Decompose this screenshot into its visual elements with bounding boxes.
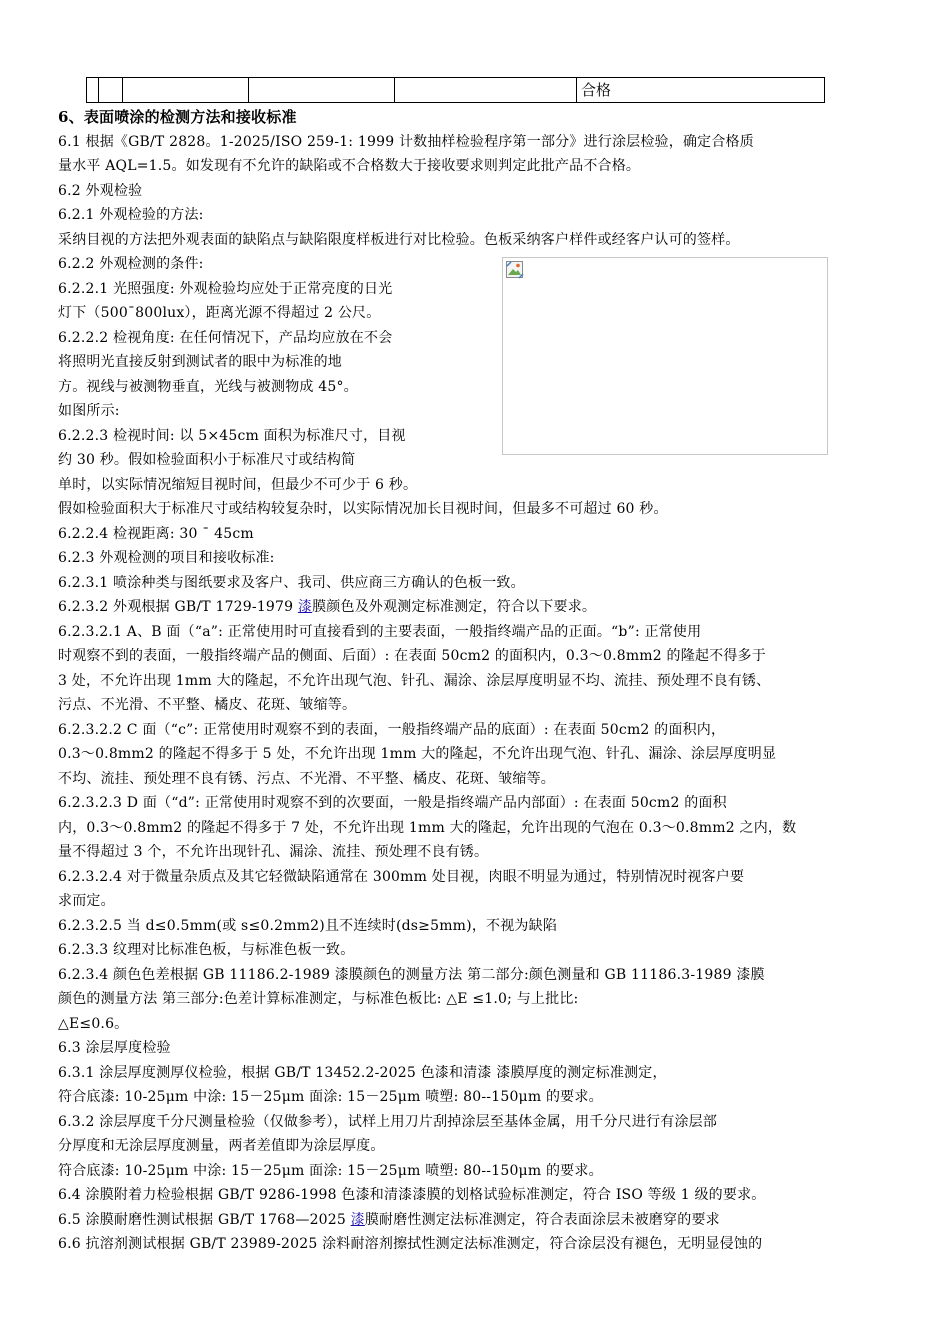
paragraph-line: 6.2.3.2.1 A、B 面（“a”: 正常使用时可直接看到的主要表面，一般指终端产品的正面。“b”: 正常使用 [58, 623, 702, 640]
broken-image-icon [505, 260, 525, 280]
paragraph-line: 6.2.3.1 喷涂种类与图纸要求及客户、我司、供应商三方确认的色板一致。 [58, 574, 525, 591]
figure-placeholder [502, 257, 828, 455]
paragraph-line: 符合底漆: 10-25μm 中涂: 15－25μm 面涂: 15－25μm 喷塑: 80--150μm 的要求。 [58, 1089, 603, 1105]
paragraph-line: 量水平 AQL=1.5。如发现有不允许的缺陷或不合格数大于接收要求则判定此批产品不合格。 [58, 158, 641, 174]
paragraph-line [58, 595, 898, 620]
paragraph-line: 求而定。 [58, 893, 115, 909]
paragraph-line: 6.2.2.4 检视距离: 30 ¯ 45cm [58, 525, 254, 542]
line-text: 膜耐磨性测定法标准测定，符合表面涂层未被磨穿的要求 [364, 1211, 720, 1228]
paragraph-line: 6.2.3.2.3 D 面（“d”: 正常使用时观察不到的次要面，一般是指终端产品内部面）: 在表面 50cm2 的面积 [58, 795, 727, 811]
paragraph-line: 将照明光直接反射到测试者的眼中为标准的地 [58, 354, 342, 370]
paragraph-line: 6.2.1 外观检验的方法: [58, 207, 204, 223]
table-cell-result: 合格 [577, 78, 825, 103]
table-cell [87, 78, 99, 103]
paragraph-line: 6.2.3.2.2 C 面（“c”: 正常使用时观察不到的表面，一般指终端产品的底面）: 在表面 50cm2 的面积内， [58, 721, 726, 738]
hyperlink[interactable]: 漆 [297, 599, 313, 615]
line-text: 膜颜色及外观测定标准测定，符合以下要求。 [312, 599, 597, 615]
paragraph-line: 分厚度和无涂层厚度测量，两者差值即为涂层厚度。 [58, 1138, 385, 1154]
paragraph-line: 6.6 抗溶剂测试根据 GB/T 23989-2025 涂料耐溶剂擦拭性测定法标准测定，符合涂层没有褪色，无明显侵蚀的 [58, 1236, 763, 1252]
table-cell [99, 78, 123, 103]
hyperlink[interactable]: 漆 [350, 1211, 365, 1228]
table-cell [249, 78, 395, 103]
paragraph-line: 6.1 根据《GB/T 2828。1-2025/ISO 259-1: 1999 计数抽样检验程序第一部分》进行涂层检验，确定合格质 [58, 133, 754, 150]
paragraph-line: 量不得超过 3 个，不允许出现针孔、漏涂、流挂、预处理不良有锈。 [58, 844, 489, 860]
paragraph-line: 内，0.3～0.8mm2 的隆起不得多于 7 处，不允许出现 1mm 大的隆起，允许出现的气泡在 0.3～0.8mm2 之内，数 [58, 819, 797, 836]
section-title: 6、表面喷涂的检测方法和接收标准 [58, 108, 297, 126]
line-text: 6.2.3.2 外观根据 GB/T 1729-1979 [58, 599, 298, 615]
paragraph-line: 6.2.2.3 检视时间: 以 5×45cm 面积为标准尺寸，目视 [58, 427, 406, 444]
line-text: 6.5 涂膜耐磨性测试根据 GB/T 1768—2025 [58, 1211, 351, 1228]
paragraph-line: 0.3～0.8mm2 的隆起不得多于 5 处，不允许出现 1mm 大的隆起，不允许出现气泡、针孔、漏涂、涂层厚度明显 [58, 746, 777, 762]
paragraph-line: 符合底漆: 10-25μm 中涂: 15－25μm 面涂: 15－25μm 喷塑: 80--150μm 的要求。 [58, 1162, 603, 1179]
paragraph-line: 单时，以实际情况缩短目视时间，但最少不可少于 6 秒。 [58, 476, 418, 493]
paragraph-line: 6.3.2 涂层厚度千分尺测量检验（仅做参考），试样上用刀片刮掉涂层至基体金属，用千分尺进行有涂层部 [58, 1113, 718, 1130]
paragraph-line: 6.2.3.3 纹理对比标准色板，与标准色板一致。 [58, 942, 355, 958]
paragraph-line: 约 30 秒。假如检验面积小于标准尺寸或结构简 [58, 452, 356, 468]
paragraph-line: 颜色的测量方法 第三部分:色差计算标准测定，与标准色板比: △E ≤1.0; 与上批比: [58, 991, 579, 1007]
paragraph-line: 方。视线与被测物垂直，光线与被测物成 45°。 [58, 378, 358, 395]
paragraph-line: 6.2.2.2 检视角度: 在任何情况下，产品均应放在不会 [58, 329, 393, 346]
paragraph-line: 假如检验面积大于标准尺寸或结构较复杂时，以实际情况加长目视时间，但最多不可超过 60 秒。 [58, 501, 668, 517]
paragraph-line: △E≤0.6。 [58, 1015, 129, 1032]
table-cell [123, 78, 249, 103]
paragraph-line: 6.2.3.4 颜色色差根据 GB 11186.2-1989 漆膜颜色的测量方法 第二部分:颜色测量和 GB 11186.3-1989 漆膜 [58, 966, 765, 983]
paragraph-line: 6.3.1 涂层厚度测厚仪检验，根据 GB/T 13452.2-2025 色漆和清漆 漆膜厚度的测定标准测定， [58, 1064, 667, 1081]
paragraph-line: 污点、不光滑、不平整、橘皮、花斑、皱缩等。 [58, 697, 357, 713]
paragraph-line: 6.2.2.1 光照强度: 外观检验均应处于正常亮度的日光 [58, 280, 393, 297]
paragraph-line: 6.3 涂层厚度检验 [58, 1040, 171, 1056]
paragraph-line: 6.2.2 外观检测的条件: [58, 256, 204, 272]
table-row [87, 78, 825, 103]
paragraph-line: 6.2 外观检验 [58, 182, 143, 199]
inspection-table [86, 77, 825, 103]
paragraph-line: 3 处，不允许出现 1mm 大的隆起，不允许出现气泡、针孔、漏涂、涂层厚度明显不均、流挂、预处理不良有锈、 [58, 672, 771, 689]
paragraph-line: 如图所示: [58, 403, 120, 419]
table-cell [395, 78, 577, 103]
paragraph-line: 采纳目视的方法把外观表面的缺陷点与缺陷限度样板进行对比检验。色板采纳客户样件或经客户认可的签样。 [58, 231, 740, 248]
paragraph-line: 时观察不到的表面，一般指终端产品的侧面、后面）: 在表面 50cm2 的面积内，0.3～0.8mm2 的隆起不得多于 [58, 648, 766, 664]
paragraph-line: 6.2.3.2.4 对于微量杂质点及其它轻微缺陷通常在 300mm 处目视，肉眼不明显为通过，特别情况时视客户要 [58, 868, 745, 885]
paragraph-line: 6.2.3 外观检测的项目和接收标准: [58, 550, 275, 566]
paragraph-line: 6.2.3.2.5 当 d≤0.5mm(或 s≤0.2mm2)且不连续时(ds≥5mm)，不视为缺陷 [58, 917, 558, 934]
paragraph-line: 6.4 涂膜附着力检验根据 GB/T 9286-1998 色漆和清漆漆膜的划格试验标准测定，符合 ISO 等级 1 级的要求。 [58, 1187, 766, 1203]
paragraph-line [58, 1208, 898, 1233]
paragraph-line: 不均、流挂、预处理不良有锈、污点、不光滑、不平整、橘皮、花斑、皱缩等。 [58, 770, 555, 787]
paragraph-line: 灯下（500¯800lux），距离光源不得超过 2 公尺。 [58, 305, 381, 321]
